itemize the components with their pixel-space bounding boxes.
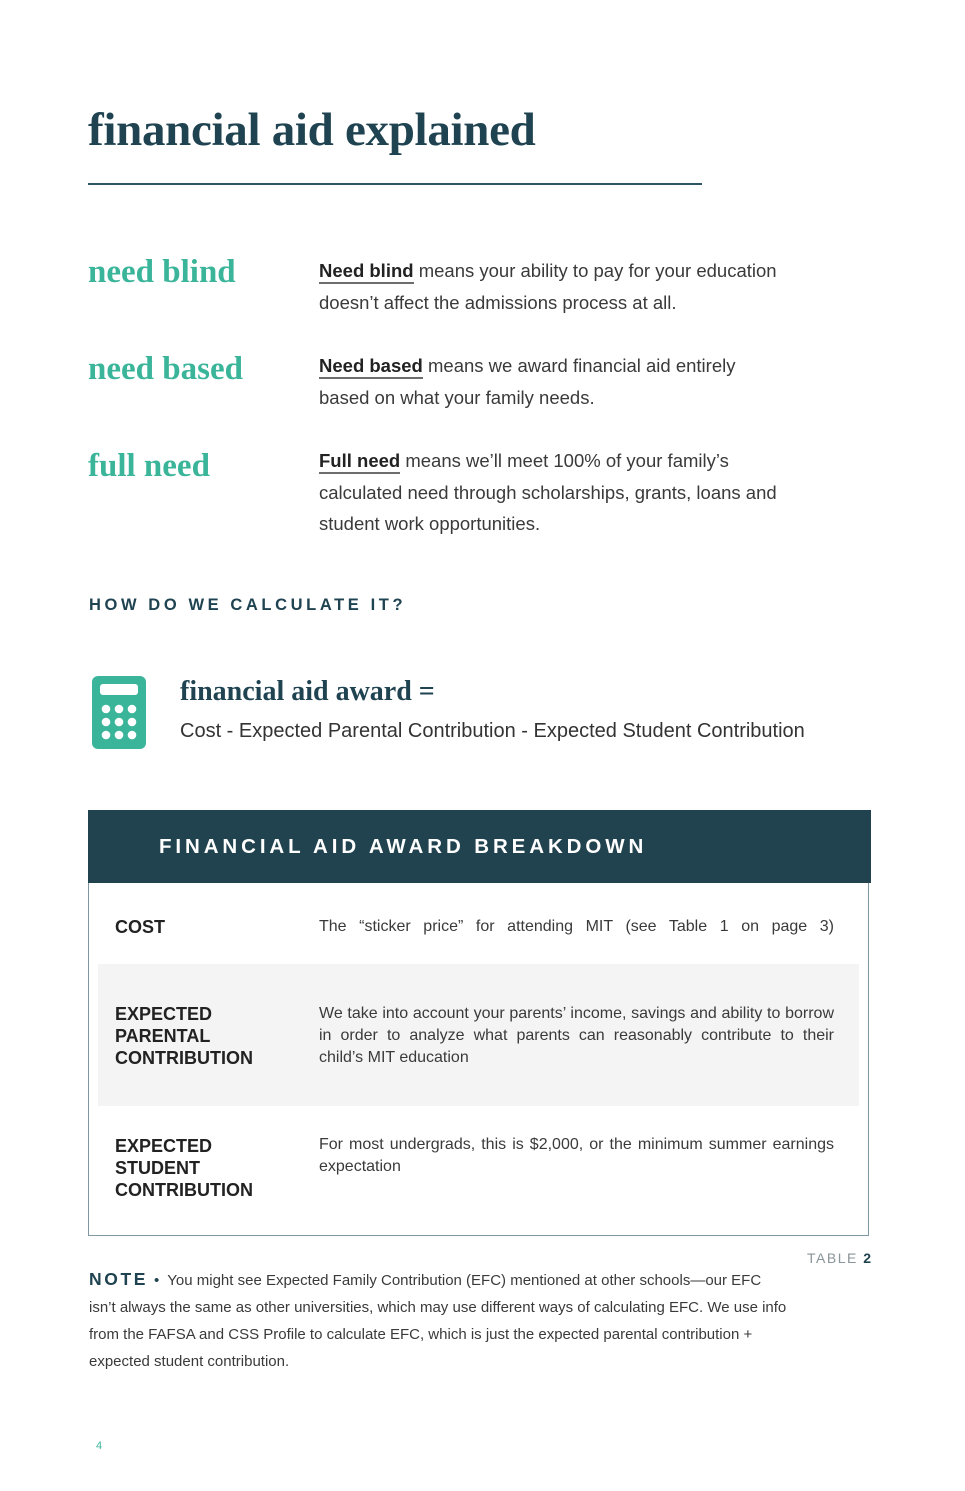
- table-caption: [807, 1250, 873, 1266]
- table-caption-number: 2: [863, 1250, 873, 1266]
- keyword-need-blind: Need blind: [319, 260, 414, 284]
- table-header: [88, 810, 871, 883]
- page-title: financial aid explained: [88, 104, 536, 156]
- term-full-need: full need: [88, 448, 210, 484]
- formula-title: financial aid award =: [180, 676, 435, 707]
- definition-text: means we award financial aid entirely based on what your family needs.: [319, 355, 736, 408]
- note-bullet: •: [154, 1272, 160, 1289]
- table-row-cost: [98, 883, 859, 964]
- note-text: You might see Expected Family Contribution (EFC) mentioned at other schools—our EFC isn’t always the same as other universities, which may use different ways of calculating EFC. We use info from the FAFSA and CSS Profile to calculate EFC, which is just the expected parental contribution + expected student contribution.: [89, 1272, 787, 1370]
- calculation-heading: HOW DO WE CALCULATE IT?: [89, 596, 407, 614]
- row-label: EXPECTED PARENTAL CONTRIBUTION: [115, 1004, 253, 1068]
- keyword-full-need: Full need: [319, 450, 400, 474]
- keyword-need-based: Need based: [319, 355, 423, 379]
- row-description: For most undergrads, this is $2,000, or the minimum summer earnings expectation: [319, 1136, 834, 1175]
- row-label: EXPECTED STUDENT CONTRIBUTION: [115, 1136, 253, 1200]
- definition-text: means we’ll meet 100% of your family’s calculated need through scholarships, grants, loans and student work opportunities.: [319, 450, 777, 534]
- note-block: [89, 1266, 789, 1375]
- table-header-title: FINANCIAL AID AWARD BREAKDOWN: [159, 835, 648, 858]
- definition-need-blind: [319, 255, 819, 318]
- term-need-blind: need blind: [88, 254, 236, 290]
- calculator-icon: [92, 676, 146, 749]
- definition-full-need: [319, 445, 779, 540]
- title-divider: [88, 183, 702, 185]
- definition-need-based: [319, 350, 779, 413]
- term-need-based: need based: [88, 351, 243, 387]
- table-row-parental-contribution: [98, 964, 859, 1106]
- table-caption-prefix: TABLE: [807, 1250, 858, 1266]
- note-label: NOTE: [89, 1269, 149, 1289]
- definition-text: means your ability to pay for your education doesn’t affect the admissions process at all.: [319, 260, 777, 313]
- row-description: The “sticker price” for attending MIT (see Table 1 on page 3): [319, 918, 834, 935]
- row-description: We take into account your parents’ income, savings and ability to borrow in order to analyze what parents can reasonably contribute to their child’s MIT education: [319, 1005, 834, 1066]
- table-row-student-contribution: [98, 1106, 859, 1234]
- row-label: COST: [115, 917, 166, 937]
- breakdown-table: [88, 810, 869, 1236]
- page-number: 4: [96, 1440, 103, 1452]
- formula-body: Cost - Expected Parental Contribution - Expected Student Contribution: [180, 720, 805, 742]
